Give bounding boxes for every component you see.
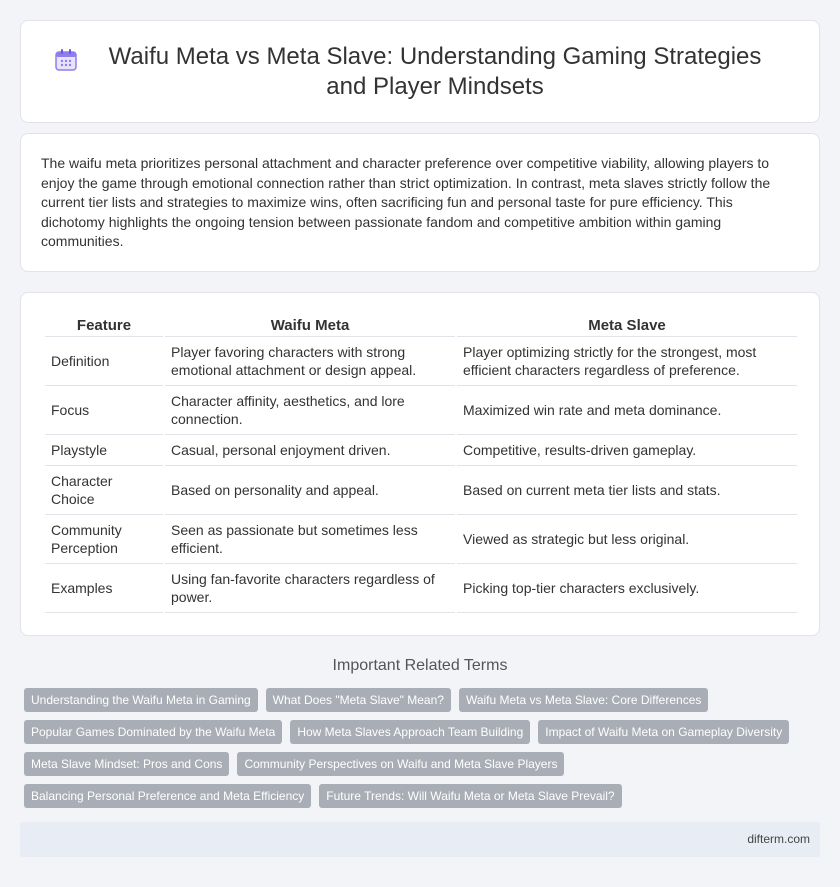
table-row [45,337,797,386]
comparison-card [20,292,820,636]
related-term-link[interactable]: Impact of Waifu Meta on Gameplay Diversity [538,720,789,744]
header-feature: Feature [45,317,163,337]
table-cell-feature: Examples [45,564,163,613]
table-cell-feature: Character Choice [45,466,163,515]
table-cell-slave: Picking top-tier characters exclusively. [457,564,797,613]
table-row [45,386,797,435]
table-cell-waifu: Character affinity, aesthetics, and lore connection. [165,386,455,435]
table-cell-slave: Maximized win rate and meta dominance. [457,386,797,435]
table-cell-slave: Viewed as strategic but less original. [457,515,797,564]
table-cell-waifu: Using fan-favorite characters regardless of power. [165,564,455,613]
table-cell-feature: Community Perception [45,515,163,564]
related-term-link[interactable]: Understanding the Waifu Meta in Gaming [24,688,258,712]
table-cell-waifu: Player favoring characters with strong emotional attachment or design appeal. [165,337,455,386]
intro-paragraph: The waifu meta prioritizes personal attachment and character preference over competitive viability, allowing players to enjoy the game through emotional connection rather than strict optimization. In contrast, meta slaves strictly follow the current tier lists and strategies to maximize wins, often sacrificing fun and personal taste for pure efficiency. This dichotomy highlights the ongoing tension between passionate fandom and competitive ambition within gaming communities. [41,155,771,250]
footer-site-link[interactable]: difterm.com [747,832,810,846]
related-term-link[interactable]: Meta Slave Mindset: Pros and Cons [24,752,229,776]
tag-row [24,784,824,808]
footer [20,822,820,857]
header-meta-slave: Meta Slave [457,317,797,337]
table-cell-waifu: Seen as passionate but sometimes less efficient. [165,515,455,564]
table-header-row [45,317,797,337]
related-term-link[interactable]: Waifu Meta vs Meta Slave: Core Differences [459,688,708,712]
page-title: Waifu Meta vs Meta Slave: Understanding Gaming Strategies and Player Mindsets [108,42,762,100]
table-cell-slave: Competitive, results-driven gameplay. [457,435,797,466]
related-term-link[interactable]: What Does "Meta Slave" Mean? [266,688,451,712]
table-cell-slave: Player optimizing strictly for the strongest, most efficient characters regardless of preference. [457,337,797,386]
related-term-link[interactable]: How Meta Slaves Approach Team Building [290,720,530,744]
table-row [45,564,797,613]
table-row [45,466,797,515]
tag-row [24,752,824,776]
related-term-link[interactable]: Future Trends: Will Waifu Meta or Meta Slave Prevail? [319,784,621,808]
table-cell-waifu: Based on personality and appeal. [165,466,455,515]
header-card [20,20,820,123]
table-cell-waifu: Casual, personal enjoyment driven. [165,435,455,466]
table-cell-feature: Definition [45,337,163,386]
comparison-table [43,317,799,613]
related-term-link[interactable]: Community Perspectives on Waifu and Meta Slave Players [237,752,564,776]
related-terms-list [24,688,824,816]
tag-row [24,720,824,744]
table-cell-slave: Based on current meta tier lists and stats. [457,466,797,515]
header-waifu-meta: Waifu Meta [165,317,455,337]
related-term-link[interactable]: Popular Games Dominated by the Waifu Meta [24,720,282,744]
intro-card [20,133,820,272]
table-row [45,515,797,564]
table-row [45,435,797,466]
related-terms-title: Important Related Terms [332,657,508,674]
tag-row [24,688,824,712]
table-cell-feature: Playstyle [45,435,163,466]
related-term-link[interactable]: Balancing Personal Preference and Meta Efficiency [24,784,311,808]
table-cell-feature: Focus [45,386,163,435]
